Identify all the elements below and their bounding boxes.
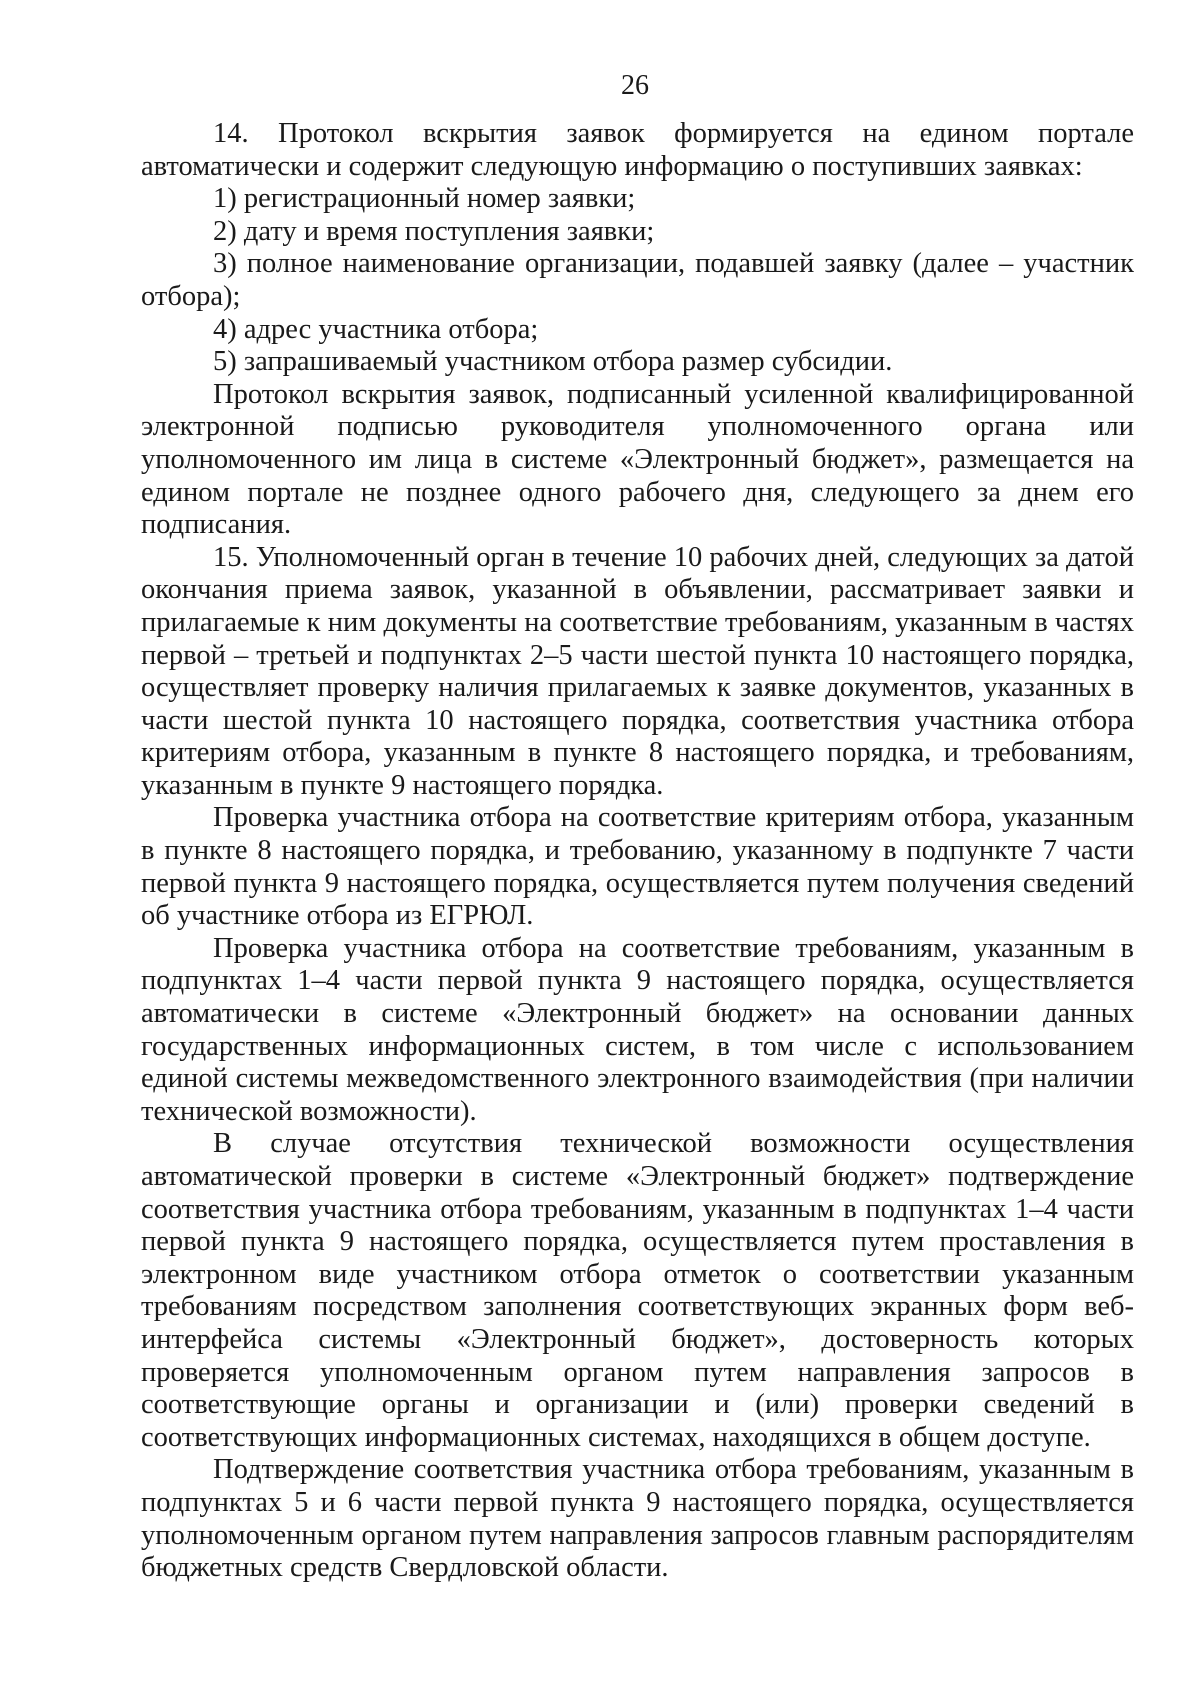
list-item-3: 3) полное наименование организации, подавшей заявку (далее – участник отбора); (141, 248, 1134, 312)
paragraph-14: 14. Протокол вскрытия заявок формируется на едином портале автоматически и содержит следующую информацию о поступивших заявках: (141, 118, 1134, 182)
list-item-5: 5) запрашиваемый участником отбора размер субсидии. (213, 346, 893, 378)
list-item-4: 4) адрес участника отбора; (213, 313, 539, 345)
paragraph-egrul-check: Проверка участника отбора на соответствие критериям отбора, указанным в пункте 8 настоящего порядка, и требованию, указанному в подпункте 7 части первой пункта 9 настоящего порядка, осуществляется путем получения сведений об участнике отбора из ЕГРЮЛ. (141, 802, 1134, 932)
list-item-1: 1) регистрационный номер заявки; (213, 183, 636, 215)
paragraph-budget-requests: Подтверждение соответствия участника отбора требованиям, указанным в подпунктах 5 и 6 части первой пункта 9 настоящего порядка, осуществляется уполномоченным органом путем направления запросов главным распорядителям бюджетных средств Свердловской области. (141, 1454, 1134, 1584)
document-body (141, 118, 1134, 1585)
list-item-2: 2) дату и время поступления заявки; (213, 215, 655, 247)
paragraph-15: 15. Уполномоченный орган в течение 10 рабочих дней, следующих за датой окончания приема заявок, указанной в объявлении, рассматривает заявки и прилагаемые к ним документы на соответствие требованиям, указанным в частях первой – третьей и подпунктах 2–5 части шестой пункта 10 настоящего порядка, осуществляет проверку наличия прилагаемых к заявке документов, указанных в части шестой пункта 10 настоящего порядка, соответствия участника отбора критериям отбора, указанным в пункте 8 настоящего порядка, и требованиям, указанным в пункте 9 настоящего порядка. (141, 541, 1134, 801)
page-number: 26 (621, 70, 649, 101)
paragraph-manual-confirmation: В случае отсутствия технической возможности осуществления автоматической проверки в системе «Электронный бюджет» подтверждение соответствия участника отбора требованиям, указанным в подпунктах 1–4 части первой пункта 9 настоящего порядка, осуществляется путем проставления в электронном виде участником отбора отметок о соответствии указанным требованиям посредством заполнения соответствующих экранных форм веб-интерфейса системы «Электронный бюджет», достоверность которых проверяется уполномоченным органом путем направления запросов в соответствующие органы и организации и (или) проверки сведений в соответствующих информационных системах, находящихся в общем доступе. (141, 1128, 1134, 1453)
paragraph-automatic-check: Проверка участника отбора на соответствие требованиям, указанным в подпунктах 1–4 части первой пункта 9 настоящего порядка, осуществляется автоматически в системе «Электронный бюджет» на основании данных государственных информационных систем, в том числе с использованием единой системы межведомственного электронного взаимодействия (при наличии технической возможности). (141, 932, 1134, 1127)
paragraph-protocol-signing: Протокол вскрытия заявок, подписанный усиленной квалифицированной электронной подписью руководителя уполномоченного органа или уполномоченного им лица в системе «Электронный бюджет», размещается на едином портале не позднее одного рабочего дня, следующего за днем его подписания. (141, 378, 1134, 541)
